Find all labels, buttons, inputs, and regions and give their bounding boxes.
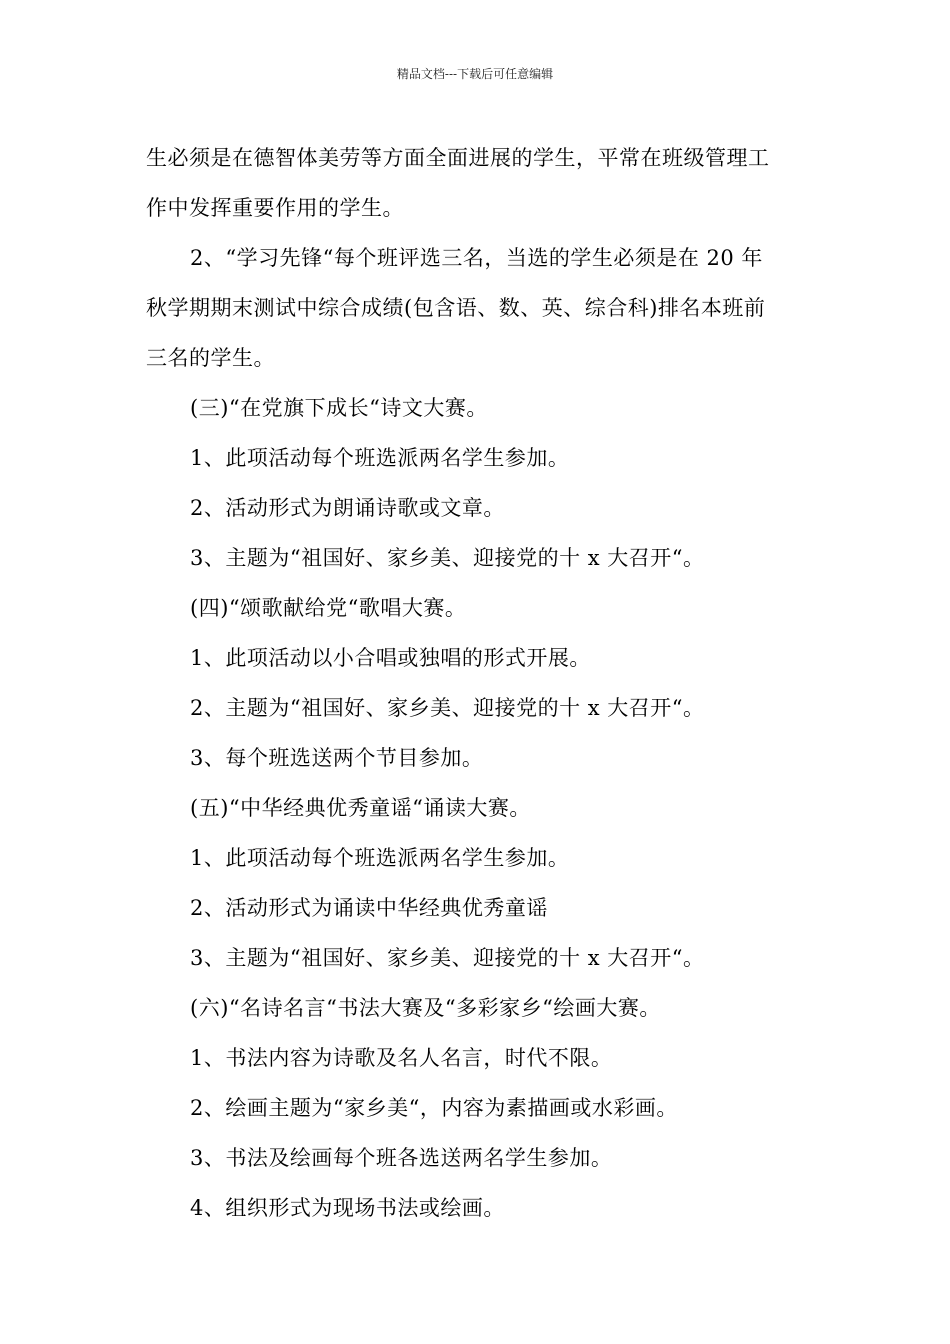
list-item: 1、此项活动每个班选派两名学生参加。	[190, 846, 570, 870]
paragraph-line: 三名的学生。	[146, 346, 275, 370]
list-item: 2、绘画主题为“家乡美“，内容为素描画或水彩画。	[190, 1096, 678, 1120]
list-item: 1、此项活动以小合唱或独唱的形式开展。	[190, 646, 591, 670]
list-item: 2、主题为“祖国好、家乡美、迎接党的十 x 大召开“。	[190, 696, 705, 720]
list-item: 3、主题为“祖国好、家乡美、迎接党的十 x 大召开“。	[190, 546, 705, 570]
list-item: 3、主题为“祖国好、家乡美、迎接党的十 x 大召开“。	[190, 946, 705, 970]
list-item: 1、此项活动每个班选派两名学生参加。	[190, 446, 570, 470]
paragraph-line: 生必须是在德智体美劳等方面全面进展的学生，平常在班级管理工	[146, 146, 770, 170]
section-heading: (四)“颂歌献给党“歌唱大赛。	[190, 596, 467, 620]
page-header: 精品文档---下载后可任意编辑	[396, 67, 554, 81]
list-item: 1、书法内容为诗歌及名人名言，时代不限。	[190, 1046, 613, 1070]
list-item: 2、活动形式为诵读中华经典优秀童谣	[190, 896, 548, 920]
document-body	[146, 133, 816, 1233]
list-item: 4、组织形式为现场书法或绘画。	[190, 1196, 505, 1220]
section-heading: (三)“在党旗下成长“诗文大赛。	[190, 396, 488, 420]
section-heading: (五)“中华经典优秀童谣“诵读大赛。	[190, 796, 531, 820]
paragraph-line: 作中发挥重要作用的学生。	[146, 196, 404, 220]
list-item: 2、活动形式为朗诵诗歌或文章。	[190, 496, 505, 520]
paragraph-line: 秋学期期末测试中综合成绩(包含语、数、英、综合科)排名本班前	[146, 296, 766, 320]
paragraph-line: 2、“学习先锋“每个班评选三名，当选的学生必须是在 20 年	[190, 246, 763, 270]
section-heading: (六)“名诗名言“书法大赛及“多彩家乡“绘画大赛。	[190, 996, 661, 1020]
list-item: 3、书法及绘画每个班各选送两名学生参加。	[190, 1146, 613, 1170]
list-item: 3、每个班选送两个节目参加。	[190, 746, 484, 770]
